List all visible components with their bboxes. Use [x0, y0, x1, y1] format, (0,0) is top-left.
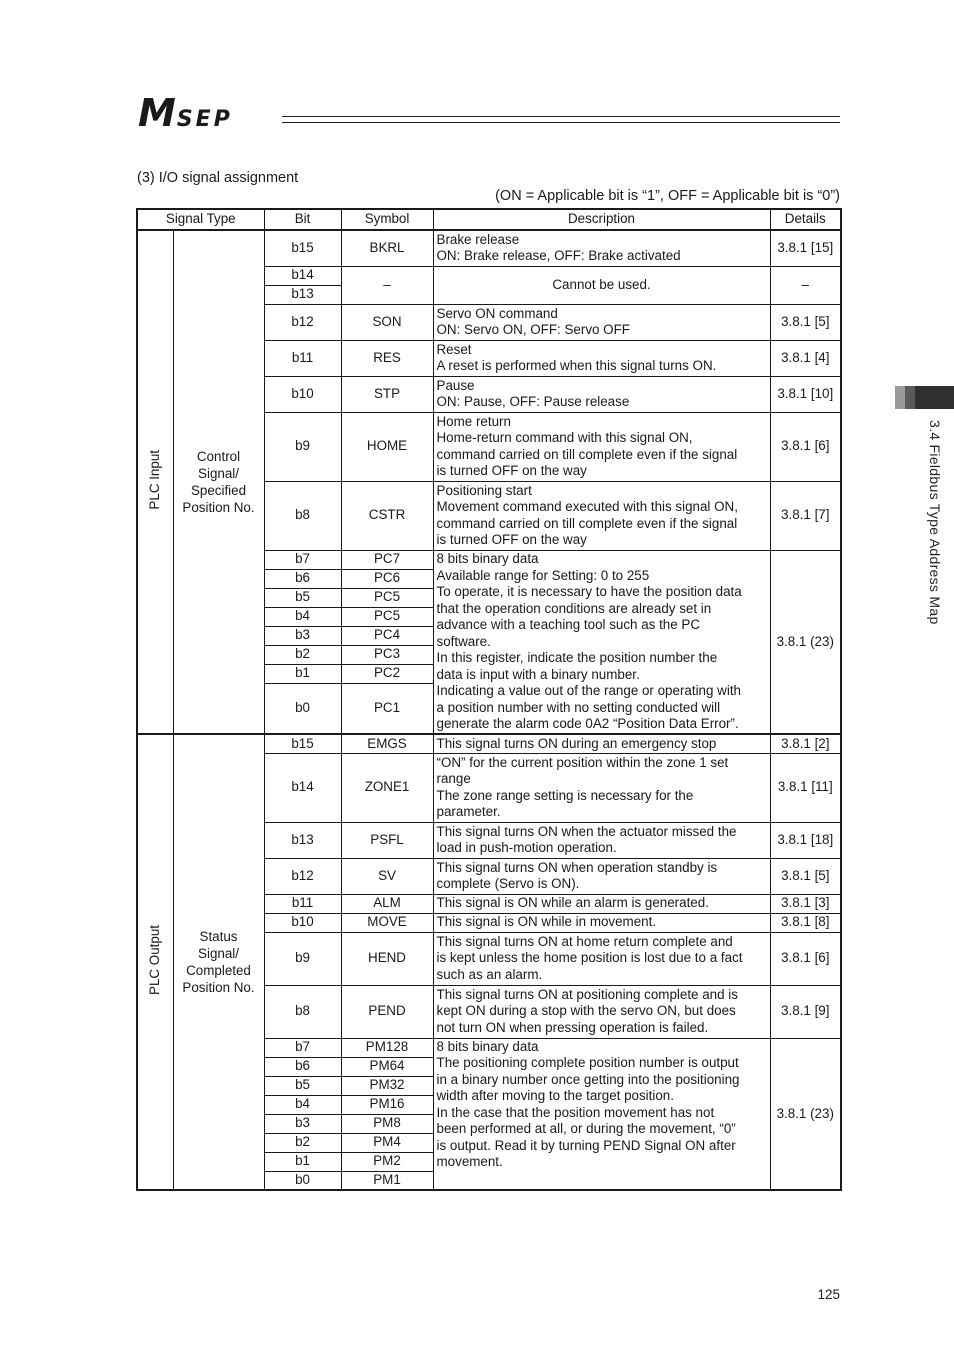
symbol-cell: SON [341, 304, 433, 340]
section-title: (3) I/O signal assignment [137, 170, 299, 186]
header-symbol: Symbol [341, 209, 433, 230]
desc-line: Positioning start [436, 482, 532, 498]
logo-small-letters: SEP [176, 107, 233, 132]
mSEP-logo [138, 91, 233, 135]
desc-line: is turned OFF on the way [436, 532, 587, 547]
description-cell [433, 858, 770, 894]
bit-cell: b7 [264, 1038, 341, 1057]
description-cell [433, 822, 770, 858]
desc-line: in a binary number once getting into the positioning [436, 1071, 740, 1087]
symbol-cell: PSFL [341, 822, 433, 858]
plc-input-label: PLC Input [147, 449, 162, 510]
symbol-cell: PM32 [341, 1076, 433, 1095]
symbol-cell: PM1 [341, 1171, 433, 1190]
bit-cell: b15 [264, 734, 341, 753]
desc-line: such as an alarm. [436, 966, 543, 982]
bit-cell: b5 [264, 1076, 341, 1095]
description-cell [433, 932, 770, 985]
bit-cell: b11 [264, 894, 341, 913]
symbol-cell: EMGS [341, 734, 433, 753]
details-cell: 3.8.1 [5] [770, 304, 841, 340]
description-cell [433, 481, 770, 550]
details-cell: 3.8.1 [6] [770, 412, 841, 481]
description-cell [433, 376, 770, 412]
desc-line: The zone range setting is necessary for the [436, 787, 694, 803]
subtype-line: Signal/ [198, 946, 239, 961]
desc-line: ON: Brake release, OFF: Brake activated [436, 248, 681, 264]
desc-line: This signal turns ON when the actuator missed the [436, 823, 737, 839]
bit-cell: b2 [264, 1133, 341, 1152]
header-rule-bottom [282, 122, 840, 123]
symbol-cell: HEND [341, 932, 433, 985]
description-cell: This signal turns ON during an emergency stop [433, 734, 770, 753]
desc-line: “ON” for the current position within the zone 1 set [436, 754, 729, 770]
plc-input-type-cell [137, 230, 173, 734]
description-cell [433, 230, 770, 266]
bit-cell: b6 [264, 569, 341, 588]
desc-line: is output. Read it by turning PEND Signal ON after [436, 1137, 736, 1153]
header-description: Description [433, 209, 770, 230]
bit-cell: b4 [264, 607, 341, 626]
page-number: 125 [817, 1287, 840, 1302]
plc-output-type-cell [137, 734, 173, 1190]
desc-line: Home-return command with this signal ON, [436, 430, 693, 445]
output-subtype-cell [173, 734, 264, 1190]
input-subtype-cell [173, 230, 264, 734]
details-cell: 3.8.1 (23) [770, 1038, 841, 1190]
symbol-cell: ZONE1 [341, 753, 433, 822]
details-cell: 3.8.1 (23) [770, 550, 841, 734]
bit-cell: b9 [264, 932, 341, 985]
symbol-cell: PM128 [341, 1038, 433, 1057]
bit-cell: b14 [264, 753, 341, 822]
bit-cell: b3 [264, 1114, 341, 1133]
desc-line: load in push-motion operation. [436, 840, 617, 855]
io-signal-table [136, 208, 842, 1191]
bit-cell: b9 [264, 412, 341, 481]
subtype-line: Status [199, 929, 238, 944]
desc-line: command carried on till complete even if the signal [436, 446, 738, 462]
details-cell: 3.8.1 [18] [770, 822, 841, 858]
plc-output-label: PLC Output [147, 924, 162, 995]
desc-line: The positioning complete position number is output [436, 1055, 739, 1070]
desc-line: generate the alarm code 0A2 “Position Data Error”. [436, 716, 739, 731]
symbol-cell: PC1 [341, 683, 433, 734]
description-cell [433, 550, 770, 734]
desc-line: Available range for Setting: 0 to 255 [436, 567, 650, 583]
desc-line: Reset [436, 341, 472, 357]
desc-line: been performed at all, or during the movement, “0” [436, 1121, 736, 1136]
symbol-cell: PC6 [341, 569, 433, 588]
symbol-cell: BKRL [341, 230, 433, 266]
desc-line: software. [436, 633, 491, 649]
bit-cell: b0 [264, 1171, 341, 1190]
subtype-line: Position No. [182, 980, 255, 995]
bit-cell: b2 [264, 645, 341, 664]
desc-line: advance with a teaching tool such as the PC [436, 617, 701, 632]
bit-cell: b3 [264, 626, 341, 645]
desc-line: not turn ON when pressing operation is failed. [436, 1019, 709, 1035]
bit-cell: b12 [264, 858, 341, 894]
desc-line: To operate, it is necessary to have the position data [436, 584, 742, 599]
desc-line: command carried on till complete even if the signal [436, 515, 738, 531]
symbol-cell: – [341, 266, 433, 304]
logo-big-letter: M [138, 91, 177, 135]
desc-line: 8 bits binary data [436, 551, 539, 566]
desc-line: This signal turns ON at positioning complete and is [436, 986, 738, 1002]
desc-line: complete (Servo is ON). [436, 876, 580, 891]
header-details: Details [770, 209, 841, 230]
symbol-cell: PM8 [341, 1114, 433, 1133]
subtype-line: Signal/ [198, 466, 239, 481]
description-cell [433, 412, 770, 481]
description-cell: Cannot be used. [433, 266, 770, 304]
details-cell: 3.8.1 [9] [770, 985, 841, 1038]
details-cell: 3.8.1 [8] [770, 913, 841, 932]
bit-cell: b8 [264, 985, 341, 1038]
details-cell: – [770, 266, 841, 304]
symbol-cell: PC4 [341, 626, 433, 645]
description-cell [433, 340, 770, 376]
symbol-cell: PM16 [341, 1095, 433, 1114]
desc-line: Indicating a value out of the range or operating with [436, 683, 741, 698]
bit-cell: b1 [264, 664, 341, 683]
desc-line: ON: Servo ON, OFF: Servo OFF [436, 322, 630, 337]
symbol-cell: PC5 [341, 607, 433, 626]
desc-line: In the case that the position movement has not [436, 1104, 715, 1120]
symbol-cell: PC3 [341, 645, 433, 664]
desc-line: is kept unless the home position is lost due to a fact [436, 950, 743, 966]
symbol-cell: PC7 [341, 550, 433, 569]
description-cell: This signal is ON while in movement. [433, 913, 770, 932]
desc-line: This signal turns ON when operation standby is [436, 859, 718, 875]
desc-line: Brake release [436, 231, 520, 247]
bit-cell: b0 [264, 683, 341, 734]
symbol-cell: HOME [341, 412, 433, 481]
desc-line: ON: Pause, OFF: Pause release [436, 394, 630, 409]
details-cell: 3.8.1 [15] [770, 230, 841, 266]
header-rule-top [282, 116, 840, 117]
description-cell [433, 753, 770, 822]
details-cell: 3.8.1 [2] [770, 734, 841, 753]
bit-cell: b10 [264, 913, 341, 932]
details-cell: 3.8.1 [5] [770, 858, 841, 894]
details-cell: 3.8.1 [3] [770, 894, 841, 913]
bit-cell: b7 [264, 550, 341, 569]
bit-cell: b4 [264, 1095, 341, 1114]
bit-cell: b11 [264, 340, 341, 376]
bit-cell: b14 [264, 266, 341, 285]
description-cell [433, 1038, 770, 1190]
header-signal-type: Signal Type [137, 209, 264, 230]
desc-line: a position number with no setting conducted will [436, 699, 721, 715]
desc-line: is turned OFF on the way [436, 463, 587, 478]
details-cell: 3.8.1 [11] [770, 753, 841, 822]
symbol-cell: PC5 [341, 588, 433, 607]
table-row [137, 734, 841, 753]
description-cell: This signal is ON while an alarm is generated. [433, 894, 770, 913]
desc-line: A reset is performed when this signal turns ON. [436, 358, 717, 373]
desc-line: 8 bits binary data [436, 1038, 539, 1054]
on-off-legend: (ON = Applicable bit is “1”, OFF = Applicable bit is “0”) [495, 188, 840, 204]
table-row [137, 230, 841, 266]
subtype-line: Position No. [182, 500, 255, 515]
bit-cell: b1 [264, 1152, 341, 1171]
desc-line: In this register, indicate the position number the [436, 650, 718, 665]
desc-line: movement. [436, 1154, 503, 1169]
details-cell: 3.8.1 [10] [770, 376, 841, 412]
symbol-cell: STP [341, 376, 433, 412]
bit-cell: b6 [264, 1057, 341, 1076]
desc-line: that the operation conditions are already set in [436, 600, 712, 616]
chapter-side-label: 3.4 Fieldbus Type Address Map [927, 420, 943, 625]
desc-line: kept ON during a stop with the servo ON, but does [436, 1003, 736, 1019]
details-cell: 3.8.1 [4] [770, 340, 841, 376]
symbol-cell: PEND [341, 985, 433, 1038]
bit-cell: b8 [264, 481, 341, 550]
desc-line: data is input with a binary number. [436, 666, 640, 682]
desc-line: range [436, 771, 471, 786]
desc-line: parameter. [436, 804, 501, 819]
desc-line: Movement command executed with this signal ON, [436, 499, 738, 514]
symbol-cell: SV [341, 858, 433, 894]
subtype-line: Completed [186, 963, 251, 978]
symbol-cell: PM64 [341, 1057, 433, 1076]
description-cell [433, 985, 770, 1038]
bit-cell: b12 [264, 304, 341, 340]
symbol-cell: PC2 [341, 664, 433, 683]
symbol-cell: ALM [341, 894, 433, 913]
header-bit: Bit [264, 209, 341, 230]
desc-line: width after moving to the target position. [436, 1088, 674, 1103]
details-cell: 3.8.1 [7] [770, 481, 841, 550]
bit-cell: b10 [264, 376, 341, 412]
desc-line: This signal turns ON at home return complete and [436, 933, 733, 949]
symbol-cell: MOVE [341, 913, 433, 932]
symbol-cell: PM4 [341, 1133, 433, 1152]
chapter-tab-marker [895, 386, 954, 409]
desc-line: Servo ON command [436, 305, 558, 321]
subtype-line: Specified [190, 483, 247, 498]
details-cell: 3.8.1 [6] [770, 932, 841, 985]
description-cell [433, 304, 770, 340]
bit-cell: b13 [264, 822, 341, 858]
symbol-cell: PM2 [341, 1152, 433, 1171]
subtype-line: Control [196, 449, 241, 464]
symbol-cell: RES [341, 340, 433, 376]
desc-line: Home return [436, 413, 511, 429]
bit-cell: b13 [264, 285, 341, 304]
bit-cell: b5 [264, 588, 341, 607]
bit-cell: b15 [264, 230, 341, 266]
table-header-row [137, 209, 841, 230]
symbol-cell: CSTR [341, 481, 433, 550]
desc-line: Pause [436, 377, 475, 393]
